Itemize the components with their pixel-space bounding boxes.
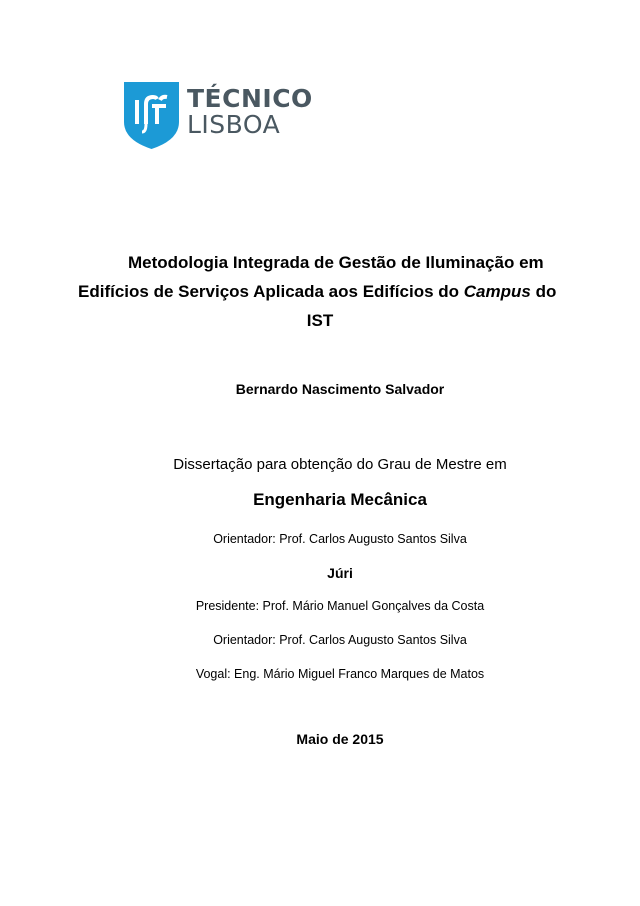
logo-text-lisboa: LISBOA	[187, 110, 281, 139]
title-line-2-text: Edifícios de Serviços Aplicada aos Edifícios do	[78, 282, 464, 301]
title-line-2	[78, 282, 556, 302]
jury-heading: Júri	[327, 565, 353, 581]
jury-member: Vogal: Eng. Mário Miguel Franco Marques de Matos	[195, 667, 485, 681]
title-line-3: IST	[306, 311, 334, 330]
jury-supervisor: Orientador: Prof. Carlos Augusto Santos Silva	[213, 633, 467, 647]
supervisor: Orientador: Prof. Carlos Augusto Santos Silva	[213, 532, 467, 546]
ist-shield-icon	[124, 82, 179, 149]
title-line-2-end: do	[530, 282, 557, 301]
jury-president: Presidente: Prof. Mário Manuel Gonçalves da Costa	[195, 599, 485, 613]
degree: Engenharia Mecânica	[253, 490, 427, 509]
title-campus: Campus	[463, 282, 531, 301]
logo-text-tecnico: TÉCNICO	[187, 84, 313, 113]
date: Maio de 2015	[296, 731, 384, 747]
title-line-1: Metodologia Integrada de Gestão de Iluminação em	[128, 253, 544, 272]
author: Bernardo Nascimento Salvador	[235, 381, 445, 397]
degree-intro: Dissertação para obtenção do Grau de Mestre em	[173, 456, 507, 473]
